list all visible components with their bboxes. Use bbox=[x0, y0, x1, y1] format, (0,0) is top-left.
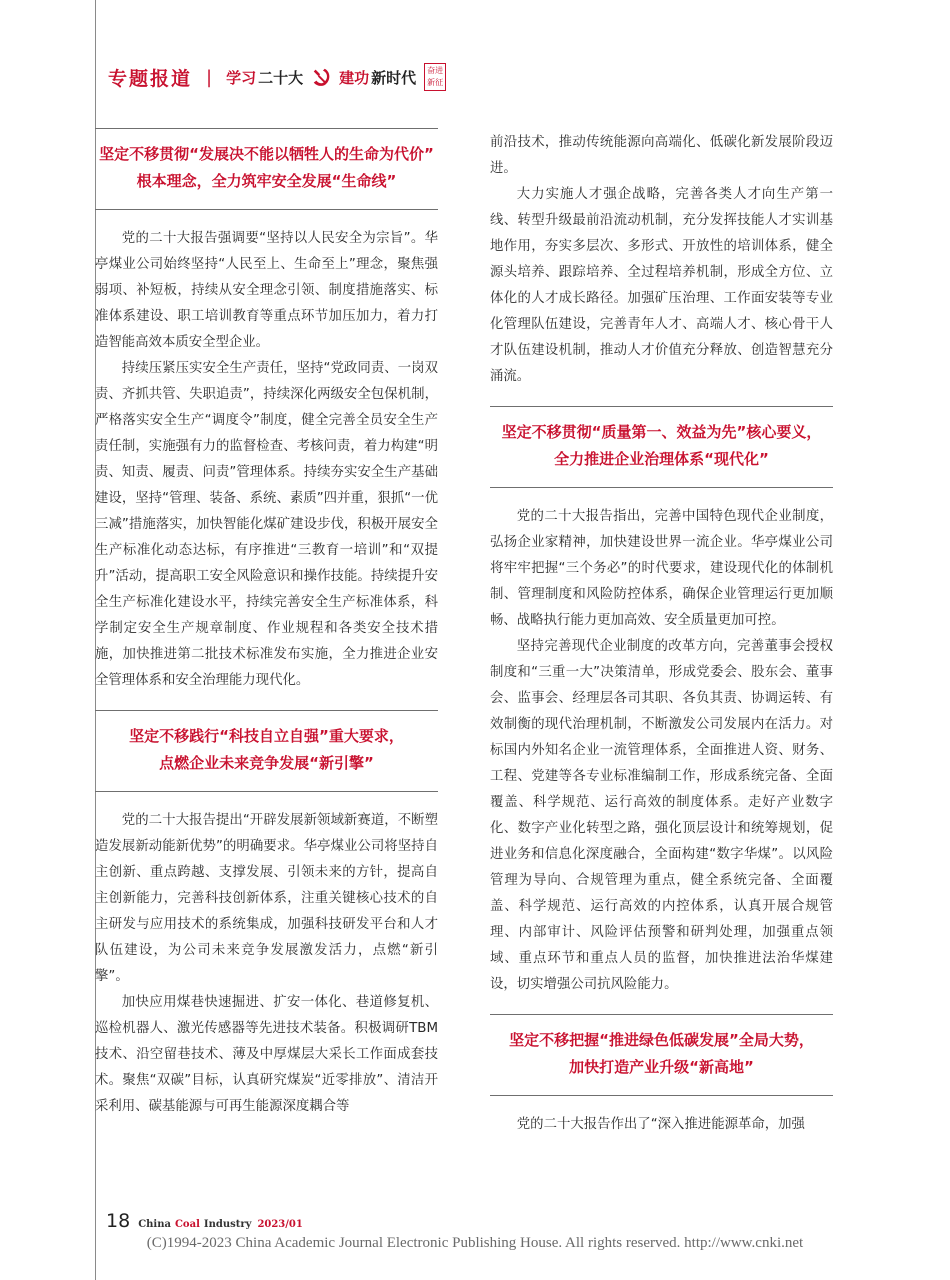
section-rule bbox=[490, 487, 833, 488]
section-heading: 坚定不移贯彻“质量第一、效益为先”核心要义， 全力推进企业治理体系“现代化” bbox=[501, 423, 822, 468]
body-paragraph: 党的二十大报告作出了“深入推进能源革命，加强 bbox=[516, 1117, 805, 1132]
body-paragraph: 前沿技术，推动传统能源向高端化、低碳化新发展阶段迈进。 bbox=[490, 135, 833, 176]
body-paragraph: 党的二十大报告强调要“坚持以人民安全为宗旨”。华亭煤业公司始终坚持“人民至上、生命至上”理念，聚焦强弱项、补短板，持续从安全理念引领、制度措施落实、标准体系建设、职工培训教育等重点环节加压加力，着力打造智能高效本质安全型企业。 bbox=[95, 231, 438, 350]
page-folio bbox=[106, 1210, 303, 1232]
issue-number: 2023/01 bbox=[257, 1219, 303, 1230]
left-column bbox=[95, 128, 438, 1120]
copyright-notice: (C)1994-2023 China Academic Journal Electronic Publishing House. All rights reserved. http://www.cnki.net bbox=[146, 1235, 804, 1251]
section-rule bbox=[490, 1095, 833, 1096]
section-heading: 坚定不移把握“推进绿色低碳发展”全局大势， 加快打造产业升级“新高地” bbox=[509, 1031, 814, 1076]
page-number: 18 bbox=[106, 1210, 131, 1232]
section-rule bbox=[95, 791, 438, 792]
body-paragraph: 党的二十大报告提出“开辟发展新领域新赛道，不断塑造发展新动能新优势”的明确要求。华亭煤业公司将坚持自主创新、重点跨越、支撑发展、引领未来的方针，提高自主创新能力，完善科技创新体系，注重关键核心技术的自主研发与应用技术的系统集成，加强科技研发平台和人才队伍建设，为公司未来竞争发展激发活力，点燃“新引擎”。 bbox=[95, 813, 438, 984]
section-rule bbox=[95, 209, 438, 210]
body-paragraph: 大力实施人才强企战略，完善各类人才向生产第一线、转型升级最前沿流动机制，充分发挥技能人才实训基地作用，夯实多层次、多形式、开放性的培训体系，健全源头培养、跟踪培养、全过程培养机制，形成全方位、立体化的人才成长路径。加强矿压治理、工作面安装等专业化管理队伍建设，完善青年人才、高端人才、核心骨干人才队伍建设机制，推动人才价值充分释放、创造智慧充分涌流。 bbox=[490, 187, 833, 384]
body-paragraph: 坚持完善现代企业制度的改革方向，完善董事会授权制度和“三重一大”决策清单，形成党委会、股东会、董事会、监事会、经理层各司其职、各负其责、协调运转、有效制衡的现代治理机制，不断激发公司发展内在活力。对标国内外知名企业一流管理体系，全面推进人资、财务、工程、党建等各专业标准编制工作，形成系统完备、全面覆盖、科学规范、运行高效的制度体系。走好产业数字化、数字产业化转型之路，强化顶层设计和统筹规划，促进业务和信息化深度融合，全面构建“数字华煤”。以风险管理为导向、合规管理为重点，健全系统完备、全面覆盖、科学规范、运行高效的内控体系，认真开展合规管理、内部审计、风险评估预警和研判处理，加强重点领域、重点环节和重点人员的监督，加快推进法治华煤建设，切实增强公司抗风险能力。 bbox=[490, 639, 833, 992]
right-column bbox=[490, 130, 833, 1138]
section-label: 专题报道 bbox=[108, 67, 193, 90]
header-title-part: 学习 bbox=[226, 68, 257, 87]
body-paragraph: 持续压紧压实安全生产责任，坚持“党政同责、一岗双责、齐抓共管、失职追责”，持续深化两级安全包保机制，严格落实安全生产“调度令”制度，健全完善全员安全生产责任制，实施强有力的监督检查、考核问责，着力构建“明责、知责、履责、问责”管理体系。持续夯实安全生产基础建设，坚持“管理、装备、系统、素质”四并重，狠抓“一优三减”措施落实，加快智能化煤矿建设步伐，积极开展安全生产标准化动态达标，有序推进“三教育一培训”和“双提升”活动，提高职工安全风险意识和操作技能。持续提升安全生产标准化建设水平，持续完善安全生产标准体系，科学制定安全生产规章制度、作业规程和各类安全技术措施，加快推进第二批技术标准发布实施，全力推进企业安全管理体系和安全治理能力现代化。 bbox=[95, 361, 438, 688]
header-title-part: 建功 bbox=[339, 68, 370, 87]
running-header bbox=[108, 62, 446, 92]
magazine-name: Industry bbox=[203, 1219, 252, 1230]
header-title-part: 二十大 bbox=[258, 68, 304, 87]
seal-stamp: 奋进 新征 bbox=[424, 63, 446, 91]
header-separator: | bbox=[206, 66, 213, 88]
body-paragraph: 党的二十大报告指出，完善中国特色现代企业制度，弘扬企业家精神，加快建设世界一流企业。华亭煤业公司将牢牢把握“三个务必”的时代要求，建设现代化的体制机制、管理制度和风险防控体系，确保企业管理运行更加顺畅、战略执行能力更加高效、安全质量更加可控。 bbox=[490, 509, 833, 628]
section-heading: 坚定不移践行“科技自立自强”重大要求， 点燃企业未来竞争发展“新引擎” bbox=[129, 727, 404, 772]
magazine-name: Coal bbox=[174, 1219, 200, 1230]
section-heading: 坚定不移贯彻“发展决不能以牺牲人的生命为代价” 根本理念，全力筑牢安全发展“生命线” bbox=[99, 145, 434, 190]
header-title-part: 新时代 bbox=[371, 68, 417, 87]
party-emblem-icon bbox=[311, 66, 333, 88]
magazine-name: China bbox=[138, 1219, 171, 1230]
body-paragraph: 加快应用煤巷快速掘进、扩安一体化、巷道修复机、巡检机器人、激光传感器等先进技术装备。积极调研TBM技术、沿空留巷技术、薄及中厚煤层大采长工作面成套技术。聚焦“双碳”目标，认真研究煤炭“近零排放”、清洁开采利用、碳基能源与可再生能源深度耦合等 bbox=[95, 995, 438, 1114]
